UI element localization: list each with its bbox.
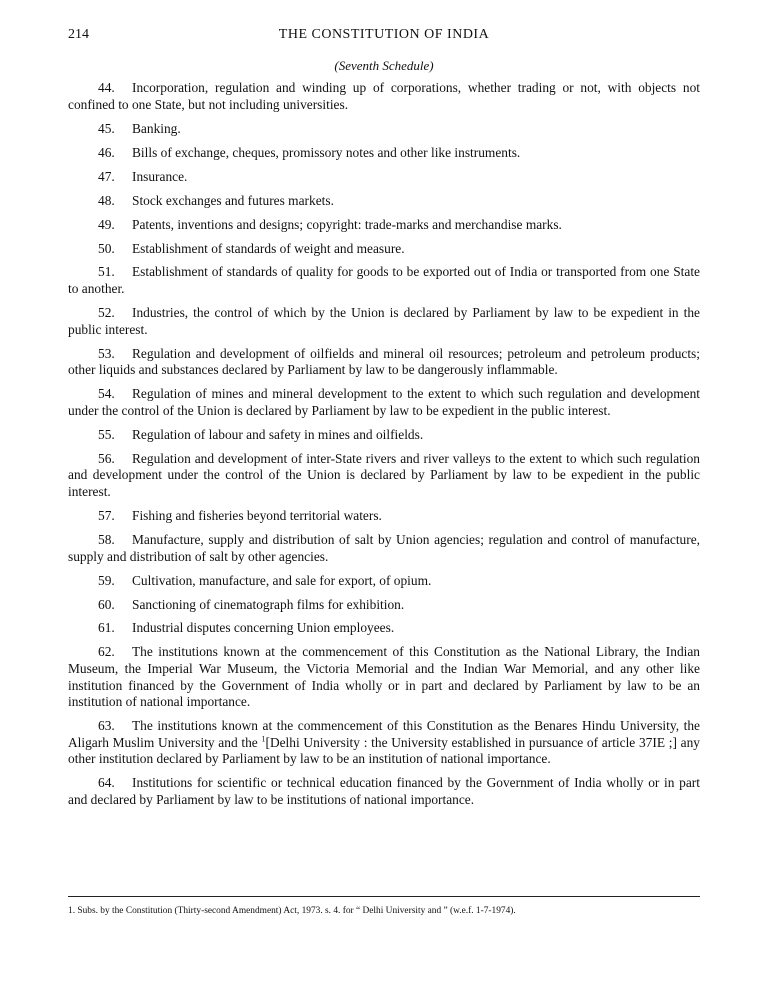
entry-44 xyxy=(68,80,700,113)
running-title: THE CONSTITUTION OF INDIA xyxy=(278,27,490,42)
entry-61 xyxy=(68,620,700,637)
footnote-divider xyxy=(68,896,700,897)
entry-49 xyxy=(68,217,700,234)
entry-number: 50. xyxy=(98,240,115,256)
entry-text: Institutions for scientific or technical education financed by the Government of India wholly or in part and declared by Parliament by law to be institutions of national importance. xyxy=(68,775,700,807)
entry-text: Regulation and development of oilfields and mineral oil resources; petroleum and petroleum products; other liquids and substances declared by Parliament by law to be dangerously inflammable. xyxy=(68,345,700,378)
entry-text: Patents, inventions and designs; copyright: trade-marks and merchandise marks. xyxy=(132,216,562,232)
entry-text: Sanctioning of cinematograph films for exhibition. xyxy=(132,596,405,612)
entry-text: Stock exchanges and futures markets. xyxy=(132,192,334,208)
entry-54 xyxy=(68,386,700,419)
entry-45 xyxy=(68,121,700,138)
entry-text: Regulation of labour and safety in mines and oilfields. xyxy=(132,426,424,442)
entry-number: 44. xyxy=(98,80,115,95)
entry-58 xyxy=(68,532,700,565)
entry-text: The institutions known at the commencement of this Constitution as the National Library, the Indian Museum, the Imperial War Museum, the Victoria Memorial and the Indian War Memorial, and any other like institution financed by the Government of India wholly or in part and declared by Parliament by law to be an institution of national importance. xyxy=(68,644,700,710)
entry-number: 55. xyxy=(98,426,115,442)
entry-number: 46. xyxy=(98,144,115,160)
entry-text: Industrial disputes concerning Union employees. xyxy=(132,620,395,636)
entry-number: 48. xyxy=(98,192,115,208)
entry-text: Bills of exchange, cheques, promissory notes and other like instruments. xyxy=(132,144,521,160)
entry-text: Incorporation, regulation and winding up of corporations, whether trading or not, with objects not confined to one State, but not including universities. xyxy=(68,80,700,112)
entry-number: 60. xyxy=(98,596,115,612)
entry-number: 62. xyxy=(98,644,115,660)
entry-number: 58. xyxy=(98,531,115,547)
page-header xyxy=(68,0,700,58)
entry-number: 59. xyxy=(98,572,115,588)
entry-60 xyxy=(68,597,700,614)
entry-text: Manufacture, supply and distribution of salt by Union agencies; regulation and control of manufacture, supply and distribution of salt by other agencies. xyxy=(68,531,700,564)
entry-number: 64. xyxy=(98,775,115,791)
entry-number: 52. xyxy=(98,305,115,321)
entry-text: Insurance. xyxy=(132,168,188,184)
entry-number: 51. xyxy=(98,264,115,280)
entry-number: 63. xyxy=(98,718,115,734)
entry-text: Cultivation, manufacture, and sale for export, of opium. xyxy=(132,572,432,588)
entry-number: 45. xyxy=(98,120,115,136)
entry-number: 49. xyxy=(98,216,115,232)
entry-number: 54. xyxy=(98,386,115,402)
entry-text: Fishing and fisheries beyond territorial waters. xyxy=(132,507,382,523)
entry-53 xyxy=(68,346,700,379)
entry-number: 57. xyxy=(98,507,115,523)
entry-number: 47. xyxy=(98,168,115,184)
entry-57 xyxy=(68,508,700,525)
entry-64 xyxy=(68,775,700,808)
page-number: 214 xyxy=(68,27,89,42)
entry-50 xyxy=(68,241,700,258)
entry-text: Regulation and development of inter-State rivers and river valleys to the extent to which such regulation and development under the control of the Union is declared by Parliament by law to be expedient in the public interest. xyxy=(68,450,700,499)
entry-62 xyxy=(68,644,700,710)
document-page xyxy=(68,0,700,807)
footnote-reference: 1 xyxy=(261,734,266,744)
entry-number: 61. xyxy=(98,620,115,636)
entry-63 xyxy=(68,718,700,768)
entry-46 xyxy=(68,145,700,162)
entry-list xyxy=(68,80,700,816)
entry-52 xyxy=(68,305,700,338)
schedule-label: (Seventh Schedule) xyxy=(334,58,434,73)
entry-text: Banking. xyxy=(132,120,181,136)
entry-number: 56. xyxy=(98,450,115,466)
entry-51 xyxy=(68,264,700,297)
entry-text-continued: [Delhi University : the University established in pursuance of article 37IE ;] any other institution declared by Parliament by law to be an institution of national importance. xyxy=(68,734,700,767)
footnote: 1. Subs. by the Constitution (Thirty-second Amendment) Act, 1973. s. 4. for “ Delhi University and ” (w.e.f. 1-7-1974). xyxy=(68,906,516,916)
entry-55 xyxy=(68,427,700,444)
entry-text: Establishment of standards of weight and measure. xyxy=(132,240,405,256)
entry-text: The institutions known at the commencement of this Constitution as the Benares Hindu University, the Aligarh Muslim University and the xyxy=(68,718,700,750)
entry-text: Industries, the control of which by the Union is declared by Parliament by law to be expedient in the public interest. xyxy=(68,305,700,337)
entry-56 xyxy=(68,451,700,501)
entry-48 xyxy=(68,193,700,210)
entry-59 xyxy=(68,573,700,590)
entry-47 xyxy=(68,169,700,186)
entry-text: Regulation of mines and mineral development to the extent to which such regulation and development under the control of the Union is declared by Parliament by law to be expedient in the public interest. xyxy=(68,386,700,418)
entry-text: Establishment of standards of quality for goods to be exported out of India or transported from one State to another. xyxy=(68,264,700,297)
entry-number: 53. xyxy=(98,345,115,361)
